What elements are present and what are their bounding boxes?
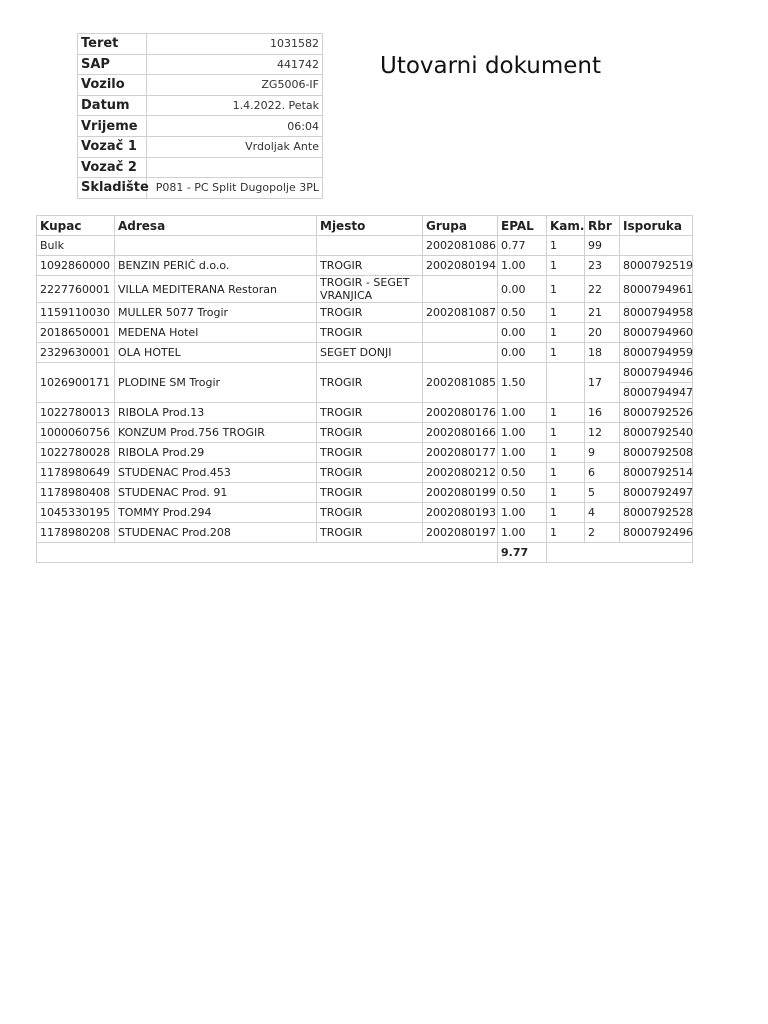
- isporuka-value: 8000794947: [620, 382, 692, 402]
- load-header-table: [77, 33, 323, 199]
- header-value: Vrdoljak Ante: [147, 136, 323, 157]
- cell-kupac: 1178980208: [37, 523, 115, 543]
- header-value: 441742: [147, 54, 323, 75]
- cell-epal: 1.00: [498, 403, 547, 423]
- table-row: [37, 403, 693, 423]
- cell-isporuka: [620, 363, 693, 403]
- cell-rbr: 20: [585, 323, 620, 343]
- cell-epal: 0.00: [498, 323, 547, 343]
- column-header: Grupa: [423, 216, 498, 236]
- header-label: Vozilo: [78, 75, 147, 96]
- cell-epal: 1.00: [498, 443, 547, 463]
- cell-grupa: 2002081085: [423, 363, 498, 403]
- cell-adresa: STUDENAC Prod.208: [115, 523, 317, 543]
- cell-kam: 1: [547, 423, 585, 443]
- cell-kupac: 1022780013: [37, 403, 115, 423]
- cell-grupa: 2002080193: [423, 503, 498, 523]
- cell-grupa: [423, 323, 498, 343]
- cell-adresa: KONZUM Prod.756 TROGIR: [115, 423, 317, 443]
- cell-adresa: STUDENAC Prod.453: [115, 463, 317, 483]
- cell-mjesto: TROGIR: [317, 323, 423, 343]
- header-label: Datum: [78, 95, 147, 116]
- cell-kupac: 1045330195: [37, 503, 115, 523]
- column-header: Kam.: [547, 216, 585, 236]
- cell-kam: 1: [547, 256, 585, 276]
- cell-mjesto: TROGIR: [317, 503, 423, 523]
- cell-epal: 0.50: [498, 303, 547, 323]
- cell-rbr: 6: [585, 463, 620, 483]
- cell-isporuka: 8000792496: [620, 523, 693, 543]
- cell-rbr: 4: [585, 503, 620, 523]
- table-row: [37, 463, 693, 483]
- table-row: [37, 256, 693, 276]
- cell-kam: 1: [547, 276, 585, 303]
- header-row: [78, 178, 323, 199]
- header-label: SAP: [78, 54, 147, 75]
- cell-rbr: 17: [585, 363, 620, 403]
- table-row: [37, 276, 693, 303]
- cell-kam: 1: [547, 503, 585, 523]
- header-row: [78, 95, 323, 116]
- cell-isporuka: 8000792497: [620, 483, 693, 503]
- cell-kupac: 1092860000: [37, 256, 115, 276]
- total-epal: 9.77: [498, 543, 547, 563]
- table-row: [37, 363, 693, 403]
- cell-epal: 1.00: [498, 256, 547, 276]
- cell-isporuka: 8000794958: [620, 303, 693, 323]
- cell-grupa: [423, 343, 498, 363]
- cell-epal: 0.50: [498, 463, 547, 483]
- table-row: [37, 303, 693, 323]
- cell-mjesto: TROGIR: [317, 443, 423, 463]
- cell-kam: 1: [547, 343, 585, 363]
- cell-adresa: MULLER 5077 Trogir: [115, 303, 317, 323]
- isporuka-value: 8000794946: [623, 366, 693, 379]
- cell-isporuka: [620, 236, 693, 256]
- cell-epal: 0.00: [498, 343, 547, 363]
- header-row: [78, 157, 323, 178]
- cell-kupac: 1159110030: [37, 303, 115, 323]
- cell-kam: 1: [547, 463, 585, 483]
- cell-adresa: RIBOLA Prod.13: [115, 403, 317, 423]
- cell-epal: 0.77: [498, 236, 547, 256]
- total-row: [37, 543, 693, 563]
- cell-mjesto: [317, 236, 423, 256]
- cell-kupac: 1178980649: [37, 463, 115, 483]
- cell-epal: 1.00: [498, 423, 547, 443]
- cell-mjesto: TROGIR: [317, 403, 423, 423]
- cell-epal: 1.50: [498, 363, 547, 403]
- table-row: [37, 236, 693, 256]
- cell-mjesto: SEGET DONJI: [317, 343, 423, 363]
- cell-grupa: 2002081087: [423, 303, 498, 323]
- cell-mjesto: TROGIR: [317, 463, 423, 483]
- table-row: [37, 423, 693, 443]
- cell-isporuka: 8000792508: [620, 443, 693, 463]
- cell-rbr: 18: [585, 343, 620, 363]
- table-row: [37, 443, 693, 463]
- cell-kam: 1: [547, 483, 585, 503]
- header-label: Teret: [78, 34, 147, 55]
- cell-kam: 1: [547, 323, 585, 343]
- table-row: [37, 523, 693, 543]
- cell-rbr: 9: [585, 443, 620, 463]
- cell-isporuka: 8000792540: [620, 423, 693, 443]
- cell-rbr: 21: [585, 303, 620, 323]
- header-row: [78, 136, 323, 157]
- cell-kupac: 1026900171: [37, 363, 115, 403]
- cell-grupa: 2002080212: [423, 463, 498, 483]
- cell-grupa: 2002080194: [423, 256, 498, 276]
- cell-adresa: OLA HOTEL: [115, 343, 317, 363]
- total-spacer: [547, 543, 693, 563]
- cell-kam: 1: [547, 523, 585, 543]
- cell-kam: 1: [547, 236, 585, 256]
- header-label: Vozač 1: [78, 136, 147, 157]
- column-header: Adresa: [115, 216, 317, 236]
- header-value: 06:04: [147, 116, 323, 137]
- table-row: [37, 483, 693, 503]
- cell-rbr: 23: [585, 256, 620, 276]
- cell-rbr: 2: [585, 523, 620, 543]
- cell-adresa: [115, 236, 317, 256]
- header-row: [78, 54, 323, 75]
- cell-isporuka: 8000794960: [620, 323, 693, 343]
- column-header: EPAL: [498, 216, 547, 236]
- cell-kam: [547, 363, 585, 403]
- cell-epal: 1.00: [498, 503, 547, 523]
- cell-epal: 1.00: [498, 523, 547, 543]
- column-header: Rbr: [585, 216, 620, 236]
- cell-isporuka: 8000794959: [620, 343, 693, 363]
- cell-mjesto: TROGIR: [317, 303, 423, 323]
- header-value: ZG5006-IF: [147, 75, 323, 96]
- header-value: [147, 157, 323, 178]
- header-label: Skladište: [78, 178, 147, 199]
- cell-grupa: 2002080177: [423, 443, 498, 463]
- cell-adresa: RIBOLA Prod.29: [115, 443, 317, 463]
- cell-isporuka: 8000792514: [620, 463, 693, 483]
- cell-grupa: 2002080197: [423, 523, 498, 543]
- cell-adresa: VILLA MEDITERANA Restoran: [115, 276, 317, 303]
- cell-adresa: PLODINE SM Trogir: [115, 363, 317, 403]
- cell-kupac: 1022780028: [37, 443, 115, 463]
- cell-adresa: STUDENAC Prod. 91: [115, 483, 317, 503]
- cell-grupa: [423, 276, 498, 303]
- cell-isporuka: 8000792528: [620, 503, 693, 523]
- cell-rbr: 12: [585, 423, 620, 443]
- cell-kupac: 2018650001: [37, 323, 115, 343]
- cell-kupac: 1000060756: [37, 423, 115, 443]
- cell-rbr: 5: [585, 483, 620, 503]
- cell-adresa: MEDENA Hotel: [115, 323, 317, 343]
- cell-mjesto: TROGIR: [317, 523, 423, 543]
- column-header: Isporuka: [620, 216, 693, 236]
- header-label: Vrijeme: [78, 116, 147, 137]
- document-title: Utovarni dokument: [380, 53, 601, 79]
- table-row: [37, 503, 693, 523]
- column-header: Mjesto: [317, 216, 423, 236]
- cell-kupac: 2227760001: [37, 276, 115, 303]
- cell-grupa: 2002080176: [423, 403, 498, 423]
- cell-mjesto: TROGIR - SEGET VRANJICA: [317, 276, 423, 303]
- table-row: [37, 323, 693, 343]
- cell-isporuka: 8000792526: [620, 403, 693, 423]
- cell-isporuka: 8000794961: [620, 276, 693, 303]
- cell-adresa: BENZIN PERIĆ d.o.o.: [115, 256, 317, 276]
- cell-mjesto: TROGIR: [317, 256, 423, 276]
- cell-kam: 1: [547, 303, 585, 323]
- cell-epal: 0.50: [498, 483, 547, 503]
- cell-grupa: 2002080199: [423, 483, 498, 503]
- cell-grupa: 2002080166: [423, 423, 498, 443]
- header-value: 1031582: [147, 34, 323, 55]
- cell-epal: 0.00: [498, 276, 547, 303]
- header-value: 1.4.2022. Petak: [147, 95, 323, 116]
- delivery-items-table: [36, 215, 693, 563]
- header-row: [78, 34, 323, 55]
- table-row: [37, 343, 693, 363]
- header-row: [78, 75, 323, 96]
- cell-kam: 1: [547, 403, 585, 423]
- cell-kupac: 2329630001: [37, 343, 115, 363]
- cell-mjesto: TROGIR: [317, 483, 423, 503]
- cell-mjesto: TROGIR: [317, 363, 423, 403]
- cell-isporuka: 8000792519: [620, 256, 693, 276]
- header-label: Vozač 2: [78, 157, 147, 178]
- cell-rbr: 16: [585, 403, 620, 423]
- cell-rbr: 22: [585, 276, 620, 303]
- column-header: Kupac: [37, 216, 115, 236]
- cell-grupa: 2002081086: [423, 236, 498, 256]
- header-row: [78, 116, 323, 137]
- cell-adresa: TOMMY Prod.294: [115, 503, 317, 523]
- cell-kupac: 1178980408: [37, 483, 115, 503]
- cell-mjesto: TROGIR: [317, 423, 423, 443]
- total-spacer: [37, 543, 498, 563]
- cell-kupac: Bulk: [37, 236, 115, 256]
- header-value: P081 - PC Split Dugopolje 3PL: [147, 178, 323, 199]
- cell-rbr: 99: [585, 236, 620, 256]
- cell-kam: 1: [547, 443, 585, 463]
- table-header-row: [37, 216, 693, 236]
